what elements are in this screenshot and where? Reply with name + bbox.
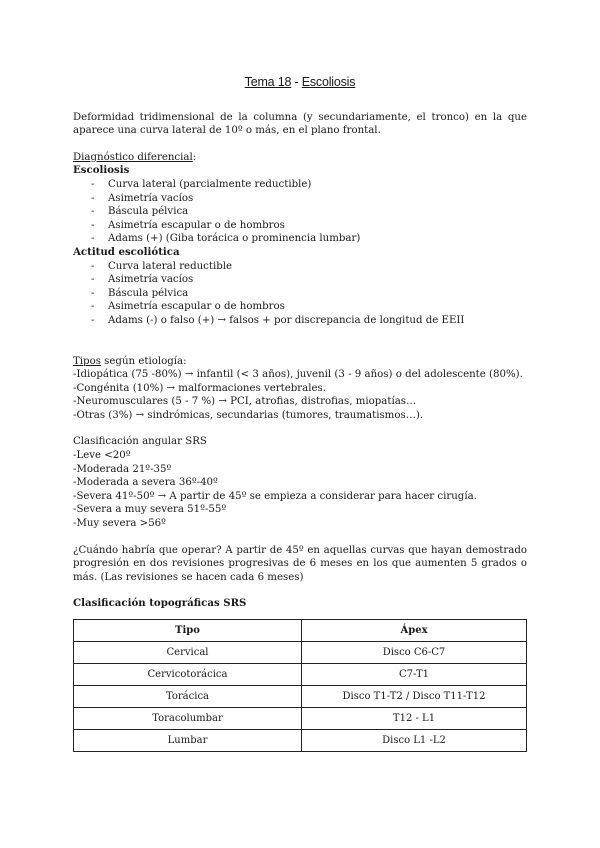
angular-line: -Severa a muy severa 51º-55º bbox=[73, 504, 227, 516]
intro-paragraph: Deformidad tridimensional de la columna (y secundariamente, el tronco) en la que aparece una curva lateral de 10º o más, en el plano frontal. bbox=[73, 111, 527, 137]
col-header-tipo: Tipo bbox=[74, 620, 302, 642]
angular-line: -Severa 41º-50º → A partir de 45º se empieza a considerar para hacer cirugía. bbox=[73, 490, 477, 502]
tipos-heading bbox=[73, 355, 527, 369]
col-header-apex: Ápex bbox=[302, 620, 527, 642]
escoliosis-list bbox=[73, 178, 527, 246]
table-cell: Toracolumbar bbox=[74, 708, 302, 730]
list-item: - Asimetría vacíos bbox=[91, 192, 527, 206]
angular-line: -Muy severa >56º bbox=[73, 518, 166, 530]
table-cell: C7-T1 bbox=[302, 664, 527, 686]
list-item: - Asimetría escapular o de hombros bbox=[91, 219, 527, 233]
actitud-list bbox=[73, 260, 527, 328]
tipos-line: -Congénita (10%) → malformaciones vertebrales. bbox=[73, 382, 326, 394]
list-item: - Curva lateral (parcialmente reductible) bbox=[91, 178, 527, 192]
list-item: - Asimetría vacíos bbox=[91, 273, 527, 287]
group-title-actitud: Actitud escoliótica bbox=[73, 245, 180, 258]
list-item: - Asimetría escapular o de hombros bbox=[91, 300, 527, 314]
diagnostico-heading bbox=[73, 151, 527, 165]
title-topic: Escoliosis bbox=[301, 75, 356, 89]
page-title bbox=[73, 76, 527, 90]
list-item: - Báscula pélvica bbox=[91, 287, 527, 301]
tipos-line: -Otras (3%) → sindrómicas, secundarias (tumores, traumatismos…). bbox=[73, 409, 424, 421]
table-cell: Lumbar bbox=[74, 730, 302, 752]
table-cell: T12 - L1 bbox=[302, 708, 527, 730]
list-item: - Adams (+) (Giba torácica o prominencia lumbar) bbox=[91, 232, 527, 246]
topografica-heading: Clasificación topográficas SRS bbox=[73, 597, 247, 610]
angular-line: -Leve <20º bbox=[73, 450, 131, 462]
table-row bbox=[74, 708, 527, 730]
angular-heading: Clasificación angular SRS bbox=[73, 436, 207, 448]
table-row bbox=[74, 664, 527, 686]
tipos-line: -Neuromusculares (5 - 7 %) → PCI, atrofias, distrofias, miopatías… bbox=[73, 396, 417, 408]
diagnostico-heading-text: Diagnóstico diferencial bbox=[73, 151, 193, 163]
table-row bbox=[74, 686, 527, 708]
topografica-table bbox=[73, 619, 527, 752]
table-row bbox=[74, 642, 527, 664]
diagnostico-heading-suffix: : bbox=[192, 151, 197, 163]
tipos-heading-suffix: según etiología: bbox=[100, 355, 187, 367]
table-cell: Disco T1-T2 / Disco T11-T12 bbox=[302, 686, 527, 708]
tipos-line: -Idiopática (75 -80%) → infantil (< 3 años), juvenil (3 - 9 años) o del adolescente (80%). bbox=[73, 369, 523, 381]
table-header-row bbox=[74, 620, 527, 642]
table-cell: Cervicotorácica bbox=[74, 664, 302, 686]
list-item: - Báscula pélvica bbox=[91, 205, 527, 219]
title-separator: - bbox=[291, 75, 302, 89]
table-cell: Disco L1 -L2 bbox=[302, 730, 527, 752]
table-row bbox=[74, 730, 527, 752]
list-item: - Adams (-) o falso (+) → falsos + por discrepancia de longitud de EEII bbox=[91, 314, 527, 328]
table-cell: Torácica bbox=[74, 686, 302, 708]
tipos-heading-text: Tipos bbox=[73, 355, 101, 367]
table-cell: Cervical bbox=[74, 642, 302, 664]
table-cell: Disco C6-C7 bbox=[302, 642, 527, 664]
group-title-escoliosis: Escoliosis bbox=[73, 164, 130, 177]
angular-line: -Moderada 21º-35º bbox=[73, 463, 172, 475]
angular-line: -Moderada a severa 36º-40º bbox=[73, 477, 218, 489]
operar-paragraph: ¿Cuándo habría que operar? A partir de 45º en aquellas curvas que hayan demostrado progresión en dos revisiones progresivas de 6 meses en los que aumenten 5 grados o más. (Las revisiones se hacen cada 6 meses) bbox=[73, 544, 527, 583]
document-page bbox=[73, 76, 527, 752]
title-tema: Tema 18 bbox=[244, 75, 292, 89]
list-item: - Curva lateral reductible bbox=[91, 260, 527, 274]
